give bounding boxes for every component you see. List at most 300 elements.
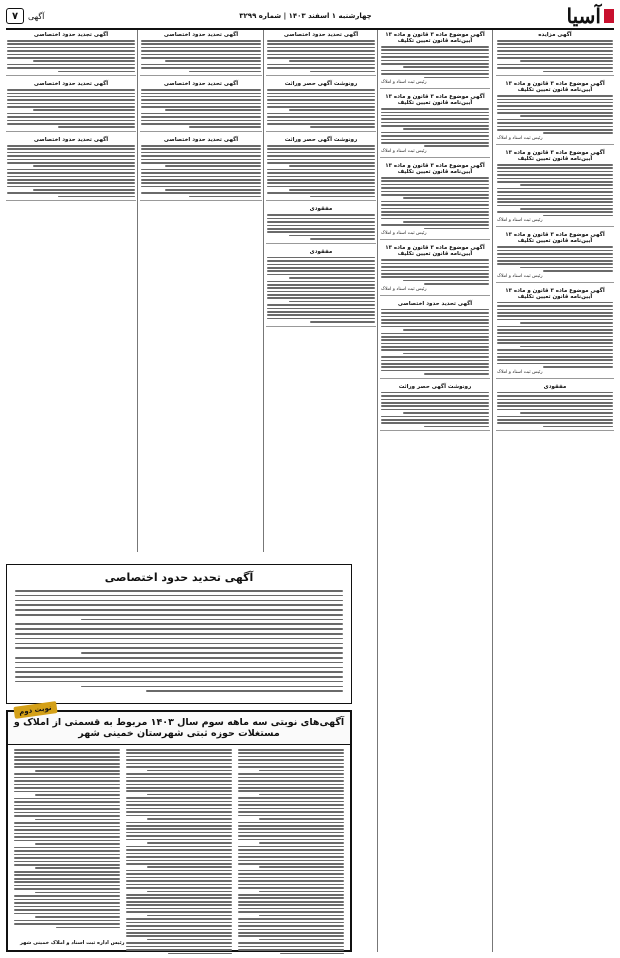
text-line [141, 172, 261, 174]
text-line [381, 211, 489, 213]
text-line [126, 932, 232, 934]
issue-info: چهارشنبه ۱ اسفند ۱۴۰۳ | شماره ۳۲۹۹ [239, 12, 372, 20]
text-line [7, 99, 135, 101]
text-line [267, 267, 375, 269]
text-line [15, 657, 343, 659]
text-line [7, 169, 135, 171]
text-line [141, 43, 261, 45]
text-line [267, 308, 375, 310]
notice-body [497, 39, 613, 72]
text-line [497, 112, 613, 114]
text-line [267, 145, 375, 147]
text-line [15, 623, 343, 625]
text-line [267, 64, 375, 66]
text-line [141, 96, 261, 98]
text-line [267, 120, 375, 122]
text-line [267, 192, 375, 194]
text-line [126, 804, 232, 806]
text-line [381, 266, 489, 268]
text-line [289, 277, 375, 279]
text-line [141, 120, 261, 122]
notice-title: رونوشت آگهی حصر وراثت [284, 137, 358, 143]
notice-body [267, 144, 375, 197]
text-line [381, 122, 489, 124]
text-line [381, 402, 489, 404]
text-line [310, 71, 375, 73]
text-line [7, 116, 135, 118]
quarterly-notices-title: آگهی‌های نوبتی سه ماهه سوم سال ۱۴۰۳ مربوط به قسمتی از املاک و مستغلات حوزه ثبتی شهرستان خمینی شهر [8, 712, 350, 745]
text-line [238, 877, 344, 879]
text-line [14, 787, 120, 789]
text-line [381, 392, 489, 394]
text-line [126, 935, 232, 937]
text-line [497, 353, 613, 355]
text-line [126, 911, 232, 913]
text-line [520, 267, 613, 269]
notice-title: آگهی موضوع ماده ۳ قانون و ماده ۱۳ آیین‌نامه قانون تعیین تکلیف [505, 287, 605, 300]
text-line [381, 201, 489, 203]
text-line [497, 399, 613, 401]
text-line [310, 238, 375, 240]
text-line [267, 287, 375, 289]
notice-body [381, 391, 489, 428]
page-indicator [6, 8, 44, 24]
text-line [497, 302, 613, 304]
quarterly-notices-body [8, 745, 350, 958]
text-line [14, 826, 120, 828]
text-line [497, 122, 613, 124]
text-line [126, 787, 232, 789]
text-line [15, 614, 343, 616]
text-line [238, 766, 344, 768]
text-line [126, 780, 232, 782]
text-line [14, 829, 120, 831]
text-line [126, 808, 232, 810]
text-line [497, 201, 613, 203]
text-line [14, 920, 120, 922]
text-line [381, 53, 489, 55]
text-line [267, 231, 375, 233]
text-line [543, 366, 613, 368]
text-line [267, 50, 375, 52]
text-line [497, 43, 613, 45]
text-line [543, 426, 613, 428]
classified-notice [6, 79, 136, 132]
text-line [126, 853, 232, 855]
text-line [381, 395, 489, 397]
text-line [259, 818, 344, 820]
text-line [543, 215, 613, 217]
classified-notice [380, 161, 490, 240]
text-line [381, 208, 489, 210]
text-line [381, 416, 489, 418]
text-line [267, 270, 375, 272]
text-line [238, 946, 344, 948]
classified-notice [496, 382, 614, 432]
text-line [14, 878, 120, 880]
text-line [381, 409, 489, 411]
text-line [497, 54, 613, 56]
classified-notice [266, 30, 376, 76]
text-line [141, 64, 261, 66]
page-number: ۷ [6, 8, 24, 24]
text-line [7, 155, 135, 157]
text-line [310, 321, 375, 323]
notice-body [381, 308, 489, 375]
text-line [126, 946, 232, 948]
text-line [14, 773, 120, 775]
text-line [238, 887, 344, 889]
text-line [424, 77, 489, 79]
notice-body [7, 39, 135, 72]
text-line [15, 662, 343, 664]
text-line [189, 71, 261, 73]
notice-body [381, 45, 489, 78]
text-line [238, 822, 344, 824]
text-line [126, 873, 232, 875]
text-line [238, 790, 344, 792]
text-line [520, 322, 613, 324]
notice-body [141, 39, 261, 72]
text-line [126, 801, 232, 803]
text-line [381, 336, 489, 338]
text-line [543, 132, 613, 134]
text-line [126, 825, 232, 827]
text-line [259, 891, 344, 893]
text-line [7, 120, 135, 122]
text-line [520, 412, 613, 414]
classified-notice [266, 135, 376, 201]
text-line [424, 228, 489, 230]
text-line [259, 915, 344, 917]
text-line [14, 885, 120, 887]
text-line [497, 129, 613, 131]
text-line [267, 311, 375, 313]
text-line [497, 164, 613, 166]
text-line [497, 305, 613, 307]
text-line [497, 57, 613, 59]
text-line [267, 281, 375, 283]
quarterly-notices-column [14, 749, 120, 954]
text-line [381, 309, 489, 311]
text-line [141, 116, 261, 118]
classified-notice [6, 135, 136, 201]
notice-signature: رئیس ثبت اسناد و املاک [381, 286, 427, 292]
classified-notice [6, 30, 136, 76]
text-line [14, 833, 120, 835]
text-line [267, 260, 375, 262]
text-line [126, 839, 232, 841]
notice-body [7, 88, 135, 128]
text-line [238, 911, 344, 913]
text-line [141, 40, 261, 42]
text-line [267, 89, 375, 91]
text-line [126, 773, 232, 775]
classified-notice [496, 148, 614, 227]
text-line [7, 106, 135, 108]
text-line [7, 159, 135, 161]
notice-signature: رئیس ثبت اسناد و املاک [497, 369, 543, 375]
text-line [381, 349, 489, 351]
notice-title: آگهی تحدید حدود اختصاصی [163, 32, 239, 38]
notice-body [497, 301, 613, 368]
text-line [267, 103, 375, 105]
text-line [497, 356, 613, 358]
text-line [15, 633, 343, 635]
column-divider [377, 30, 378, 952]
text-line [14, 906, 120, 908]
text-line [141, 155, 261, 157]
text-line [33, 109, 135, 111]
text-line [126, 790, 232, 792]
text-line [381, 405, 489, 407]
text-line [15, 590, 343, 592]
text-line [497, 50, 613, 52]
text-line [381, 319, 489, 321]
text-line [35, 843, 120, 845]
text-line [147, 818, 232, 820]
text-line [267, 57, 375, 59]
text-line [58, 196, 135, 198]
text-line [165, 165, 261, 167]
text-line [7, 192, 135, 194]
text-line [147, 794, 232, 796]
text-line [141, 57, 261, 59]
text-line [238, 811, 344, 813]
text-line [14, 759, 120, 761]
text-line [267, 314, 375, 316]
text-line [267, 291, 375, 293]
text-line [497, 260, 613, 262]
text-line [497, 336, 613, 338]
text-line [424, 283, 489, 285]
text-line [7, 162, 135, 164]
text-line [497, 315, 613, 317]
text-line [403, 412, 489, 414]
text-line [381, 343, 489, 345]
text-line [14, 850, 120, 852]
text-line [497, 422, 613, 424]
text-line [7, 103, 135, 105]
notice-round-badge: نوبت دوم [13, 701, 57, 719]
text-line [141, 186, 261, 188]
text-line [497, 263, 613, 265]
notice-signature: رئیس ثبت اسناد و املاک [381, 149, 427, 154]
text-line [238, 918, 344, 920]
notice-title: آگهی تحدید حدود اختصاصی [33, 81, 109, 88]
text-line [267, 297, 375, 299]
text-line [497, 47, 613, 49]
text-line [497, 392, 613, 394]
text-line [381, 363, 489, 365]
text-line [381, 125, 489, 127]
text-line [141, 159, 261, 161]
text-line [381, 270, 489, 272]
text-line [267, 225, 375, 227]
section-label: آگهی [28, 11, 45, 21]
text-line [7, 148, 135, 150]
classified-notice [140, 135, 262, 201]
text-line [543, 71, 613, 73]
notice-title: مفقودی [309, 206, 333, 213]
text-line [424, 426, 489, 428]
text-line [14, 780, 120, 782]
text-line [146, 690, 343, 692]
text-line [520, 346, 613, 348]
text-line [497, 419, 613, 421]
text-line [267, 40, 375, 42]
text-line [310, 196, 375, 198]
text-line [381, 204, 489, 206]
text-line [381, 108, 489, 110]
text-line [238, 752, 344, 754]
text-line [381, 142, 489, 144]
text-line [165, 109, 261, 111]
notice-body [381, 176, 489, 229]
text-line [381, 60, 489, 62]
classified-notice [496, 30, 614, 76]
text-line [35, 867, 120, 869]
text-line [289, 109, 375, 111]
text-line [310, 126, 375, 128]
text-line [238, 932, 344, 934]
text-line [497, 332, 613, 334]
notice-title: آگهی موضوع ماده ۳ قانون و ماده ۱۳ آیین‌نامه قانون تعیین تکلیف [505, 81, 605, 94]
text-line [14, 836, 120, 838]
text-line [141, 179, 261, 181]
classified-notice [496, 230, 614, 282]
text-line [7, 67, 135, 69]
text-line [141, 89, 261, 91]
text-line [126, 856, 232, 858]
text-line [381, 360, 489, 362]
text-line [238, 763, 344, 765]
text-line [141, 148, 261, 150]
notice-body [141, 144, 261, 197]
text-line [58, 71, 135, 73]
text-line [267, 274, 375, 276]
text-line [403, 221, 489, 223]
text-line [280, 953, 344, 954]
text-line [403, 353, 489, 355]
text-line [126, 849, 232, 851]
text-line [7, 172, 135, 174]
text-line [126, 929, 232, 931]
text-line [381, 139, 489, 141]
classified-notice [380, 299, 490, 379]
text-line [126, 777, 232, 779]
text-line [126, 918, 232, 920]
text-line [126, 897, 232, 899]
text-line [267, 182, 375, 184]
text-line [381, 366, 489, 368]
text-line [267, 176, 375, 178]
text-line [7, 186, 135, 188]
text-line [126, 815, 232, 817]
boxed-notice [6, 564, 352, 704]
text-line [238, 894, 344, 896]
notice-signature: رئیس ثبت اسناد و املاک [497, 218, 543, 224]
text-line [7, 123, 135, 125]
text-line [7, 176, 135, 178]
text-line [267, 159, 375, 161]
text-line [126, 811, 232, 813]
text-line [267, 169, 375, 171]
notice-body [267, 213, 375, 239]
text-line [381, 63, 489, 65]
text-line [238, 908, 344, 910]
text-line [126, 832, 232, 834]
text-line [15, 647, 343, 649]
text-line [381, 49, 489, 51]
text-line [381, 73, 489, 75]
text-line [126, 949, 232, 951]
notice-title: رونوشت آگهی حصر وراثت [284, 81, 358, 88]
text-line [381, 177, 489, 179]
text-line [497, 191, 613, 193]
text-line [7, 54, 135, 56]
text-line [58, 126, 135, 128]
notice-title: آگهی موضوع ماده ۳ قانون و ماده ۱۳ آیین‌نامه قانون تعیین تکلیف [505, 232, 605, 245]
text-line [289, 301, 375, 303]
text-line [33, 60, 135, 62]
text-line [14, 749, 120, 751]
text-line [381, 322, 489, 324]
notice-body [381, 258, 489, 284]
classified-notice [266, 79, 376, 132]
text-line [141, 67, 261, 69]
text-line [141, 106, 261, 108]
text-line [543, 270, 613, 272]
notice-signature: رئیس ثبت اسناد و املاک [381, 80, 427, 86]
text-line [497, 198, 613, 200]
text-line [14, 909, 120, 911]
text-line [267, 54, 375, 56]
text-line [381, 184, 489, 186]
text-line [15, 638, 343, 640]
text-line [238, 853, 344, 855]
text-line [497, 67, 613, 69]
masthead [6, 4, 614, 30]
brand-logo [567, 6, 614, 26]
text-line [381, 422, 489, 424]
notice-title: آگهی تحدید حدود اختصاصی [163, 137, 239, 143]
text-line [381, 370, 489, 372]
text-line [497, 178, 613, 180]
text-line [14, 777, 120, 779]
notice-body [497, 391, 613, 428]
text-line [7, 93, 135, 95]
text-line [267, 67, 375, 69]
text-line [381, 326, 489, 328]
text-line [381, 115, 489, 117]
text-line [35, 892, 120, 894]
text-line [238, 825, 344, 827]
text-line [147, 770, 232, 772]
text-line [381, 224, 489, 226]
classified-notice [380, 382, 490, 432]
text-line [126, 904, 232, 906]
text-line [267, 96, 375, 98]
text-line [14, 766, 120, 768]
text-line [497, 126, 613, 128]
text-line [14, 888, 120, 890]
classified-notice [496, 79, 614, 145]
text-line [14, 881, 120, 883]
notice-title: مفقودی [543, 383, 567, 390]
text-line [381, 180, 489, 182]
text-line [126, 925, 232, 927]
